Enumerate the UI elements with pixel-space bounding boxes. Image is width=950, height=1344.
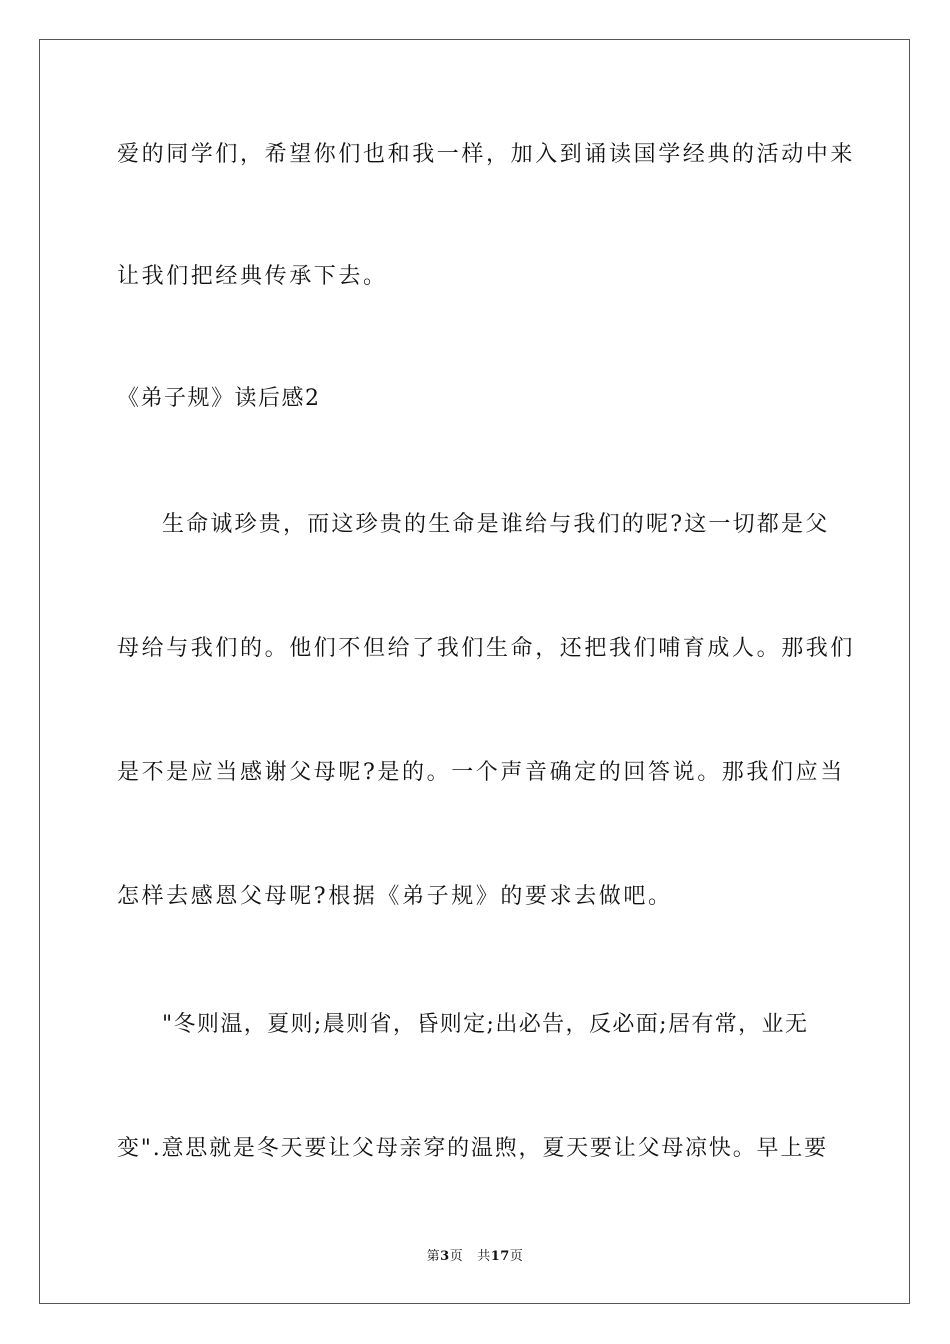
total-pages: 17 (490, 1249, 510, 1264)
body-line-3: 生命诚珍贵，而这珍贵的生命是谁给与我们的呢?这一切都是父 (162, 512, 830, 537)
page-footer (0, 1248, 950, 1266)
body-line-6: 怎样去感恩父母呢?根据《弟子规》的要求去做吧。 (117, 884, 673, 909)
page-suffix: 页 (449, 1249, 464, 1264)
body-line-1: 爱的同学们，希望你们也和我一样，加入到诵读国学经典的活动中来 (117, 142, 856, 167)
page-prefix: 第 (426, 1249, 441, 1264)
body-line-8: 变".意思就是冬天要让父母亲穿的温煦，夏天要让父母凉快。早上要 (117, 1136, 828, 1161)
body-line-4: 母给与我们的。他们不但给了我们生命，还把我们哺育成人。那我们 (117, 636, 856, 661)
body-line-2: 让我们把经典传承下去。 (117, 264, 388, 289)
body-line-7: "冬则温，夏则;晨则省，昏则定;出必告，反必面;居有常，业无 (162, 1012, 809, 1037)
total-prefix: 共 (477, 1249, 491, 1264)
section-heading: 《弟子规》读后感2 (117, 386, 321, 411)
body-line-5: 是不是应当感谢父母呢?是的。一个声音确定的回答说。那我们应当 (117, 760, 845, 785)
page-number: 3 (440, 1249, 450, 1264)
total-suffix: 页 (509, 1249, 524, 1264)
page-frame (39, 39, 910, 1304)
